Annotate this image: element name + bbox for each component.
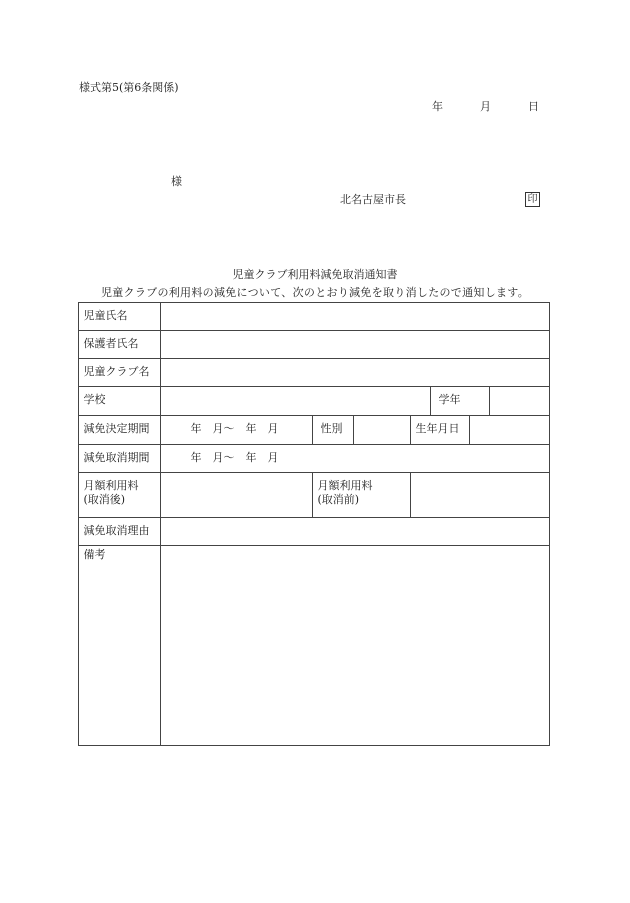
cancel-reason-field[interactable] <box>160 517 550 546</box>
label-fee-before-line1: 月額利用料 <box>317 478 373 492</box>
birth-date-field[interactable] <box>469 415 550 445</box>
decision-period-field[interactable]: 年 月～ 年 月 <box>160 415 313 445</box>
label-fee-before-line2: (取消前) <box>317 492 360 506</box>
label-school: 学校 <box>78 386 161 416</box>
fee-before-field[interactable] <box>410 472 550 518</box>
cancel-period-field[interactable]: 年 月～ 年 月 <box>160 444 550 473</box>
gender-field[interactable] <box>353 415 411 445</box>
label-club-name: 児童クラブ名 <box>78 358 161 387</box>
issuer: 北名古屋市長 <box>340 193 406 206</box>
grade-field[interactable] <box>489 386 550 416</box>
label-fee-before <box>312 472 411 518</box>
club-name-field[interactable] <box>160 358 550 387</box>
label-gender: 性別 <box>312 415 354 445</box>
label-fee-after <box>78 472 161 518</box>
label-remarks: 備考 <box>78 545 161 746</box>
label-cancel-period: 減免取消期間 <box>78 444 161 473</box>
date-month-label: 月 <box>480 100 491 113</box>
seal-mark: 印 <box>525 192 540 207</box>
child-name-field[interactable] <box>160 302 550 331</box>
label-birth-date: 生年月日 <box>410 415 470 445</box>
school-field[interactable] <box>160 386 431 416</box>
label-guardian-name: 保護者氏名 <box>78 330 161 359</box>
date-year-label: 年 <box>432 100 443 113</box>
intro-text: 児童クラブの利用料の減免について、次のとおり減免を取り消したので通知します。 <box>100 286 530 299</box>
addressee-suffix: 様 <box>171 175 182 188</box>
date-day-label: 日 <box>528 100 539 113</box>
form-number: 様式第5(第6条関係) <box>79 81 179 94</box>
label-child-name: 児童氏名 <box>78 302 161 331</box>
remarks-field[interactable] <box>160 545 550 746</box>
fee-after-field[interactable] <box>160 472 313 518</box>
label-fee-after-line1: 月額利用料 <box>83 478 139 492</box>
label-cancel-reason: 減免取消理由 <box>78 517 161 546</box>
guardian-name-field[interactable] <box>160 330 550 359</box>
label-grade: 学年 <box>430 386 490 416</box>
label-fee-after-line2: (取消後) <box>83 492 126 506</box>
label-decision-period: 減免決定期間 <box>78 415 161 445</box>
document-title: 児童クラブ利用料減免取消通知書 <box>232 268 398 281</box>
